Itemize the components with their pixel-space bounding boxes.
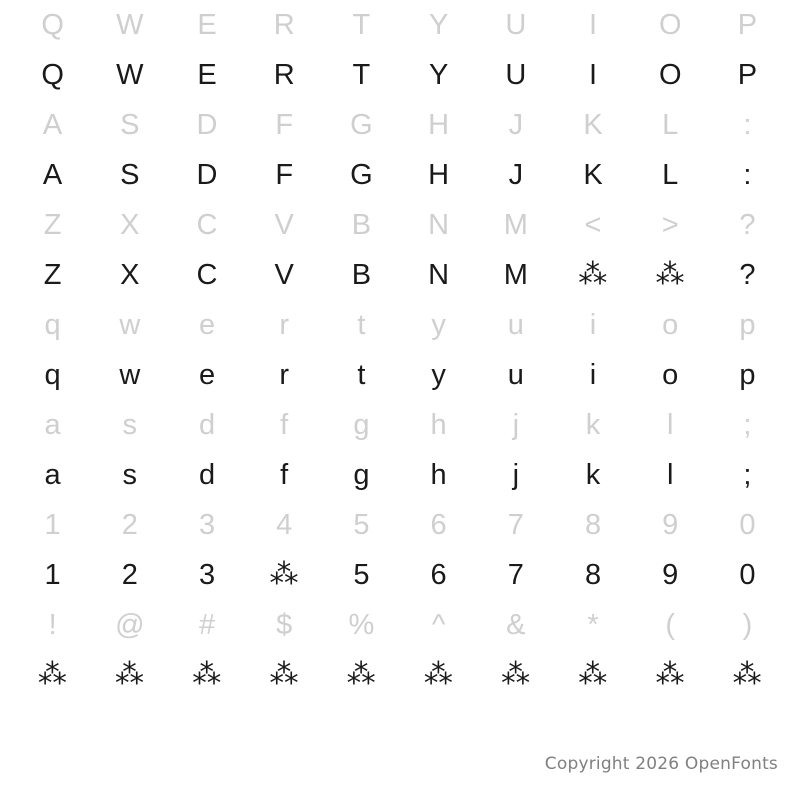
glyph-notdef: ⁂	[423, 658, 454, 691]
glyph-cell: &	[506, 608, 526, 641]
glyph-cell: a	[44, 408, 61, 441]
glyph-cell: l	[667, 408, 674, 441]
glyph-cell: H	[428, 158, 450, 191]
glyph-cell: E	[197, 58, 217, 91]
glyph-cell: t	[357, 308, 366, 341]
glyph-cell: l	[667, 458, 674, 491]
glyph-cell: <	[584, 208, 602, 241]
glyph-cell: ?	[739, 258, 756, 291]
glyph-cell: i	[589, 308, 597, 341]
glyph-cell: q	[44, 308, 61, 341]
glyph-cell: ;	[743, 408, 752, 441]
glyph-cell: X	[120, 208, 140, 241]
glyph-cell: :	[743, 158, 752, 191]
glyph-cell: T	[352, 8, 371, 41]
glyph-cell: 8	[584, 508, 602, 541]
glyph-cell: A	[42, 158, 63, 191]
glyph-cell: r	[279, 308, 290, 341]
glyph-cell: s	[122, 458, 138, 491]
glyph-cell: L	[662, 108, 679, 141]
glyph-cell: 9	[662, 508, 679, 541]
glyph-cell: P	[737, 8, 758, 41]
glyph-cell: V	[274, 208, 294, 241]
glyph-row	[14, 650, 786, 700]
glyph-notdef: ⁂	[269, 658, 299, 691]
glyph-cell: f	[280, 408, 289, 441]
glyph-cell: B	[351, 258, 372, 291]
glyph-cell: J	[508, 158, 524, 191]
glyph-cell: w	[119, 308, 141, 341]
glyph-cell: q	[44, 358, 61, 391]
glyph-cell: !	[48, 608, 57, 641]
glyph-cell: u	[507, 308, 524, 341]
glyph-cell: o	[662, 308, 679, 341]
glyph-row	[14, 300, 786, 350]
glyph-cell: N	[428, 258, 450, 291]
glyph-cell: t	[357, 358, 366, 391]
glyph-cell: 5	[353, 558, 370, 591]
glyph-cell: Z	[43, 208, 62, 241]
glyph-notdef: ⁂	[37, 658, 68, 691]
glyph-cell: 8	[584, 558, 602, 591]
glyph-cell: h	[430, 458, 447, 491]
glyph-row	[14, 200, 786, 250]
glyph-cell: J	[508, 108, 524, 141]
glyph-cell: #	[198, 608, 216, 641]
glyph-cell: 6	[430, 558, 447, 591]
glyph-cell: (	[665, 608, 676, 641]
glyph-cell: I	[588, 58, 598, 91]
glyph-cell: Q	[41, 58, 64, 91]
glyph-cell: r	[279, 358, 290, 391]
glyph-cell: G	[350, 158, 373, 191]
glyph-cell: @	[115, 608, 145, 641]
glyph-cell: j	[512, 458, 520, 491]
glyph-cell: B	[351, 208, 372, 241]
glyph-cell: U	[505, 58, 527, 91]
glyph-cell: G	[350, 108, 373, 141]
glyph-cell: Q	[41, 8, 64, 41]
glyph-cell: $	[276, 608, 293, 641]
glyph-notdef: ⁂	[655, 258, 685, 291]
glyph-cell: p	[739, 308, 756, 341]
glyph-cell: d	[198, 408, 216, 441]
glyph-cell: ?	[739, 208, 756, 241]
glyph-cell: ;	[743, 458, 752, 491]
glyph-row	[14, 150, 786, 200]
glyph-cell: d	[198, 458, 216, 491]
glyph-cell: :	[743, 108, 752, 141]
glyph-cell: C	[196, 208, 218, 241]
glyph-notdef: ⁂	[655, 658, 685, 691]
glyph-cell: 2	[121, 508, 138, 541]
glyph-cell: E	[197, 8, 217, 41]
glyph-cell: S	[120, 108, 140, 141]
glyph-notdef: ⁂	[192, 658, 222, 691]
glyph-cell: D	[196, 108, 218, 141]
glyph-row	[14, 100, 786, 150]
glyph-cell: 9	[662, 558, 679, 591]
glyph-row	[14, 350, 786, 400]
glyph-row	[14, 600, 786, 650]
glyph-cell: U	[505, 8, 527, 41]
copyright-notice: Copyright 2026 OpenFonts	[544, 754, 778, 774]
glyph-cell: N	[428, 208, 450, 241]
glyph-cell: 1	[44, 508, 61, 541]
glyph-cell: V	[274, 258, 294, 291]
glyph-row	[14, 550, 786, 600]
glyph-row	[14, 50, 786, 100]
glyph-cell: y	[431, 308, 446, 341]
glyph-row	[14, 400, 786, 450]
glyph-cell: k	[585, 408, 601, 441]
glyph-cell: H	[428, 108, 450, 141]
glyph-cell: R	[273, 8, 295, 41]
glyph-cell: R	[273, 58, 295, 91]
glyph-notdef: ⁂	[346, 658, 377, 691]
glyph-cell: 3	[198, 558, 216, 591]
glyph-cell: 0	[739, 558, 756, 591]
glyph-cell: p	[739, 358, 756, 391]
glyph-notdef: ⁂	[732, 658, 763, 691]
glyph-row	[14, 0, 786, 50]
glyph-cell: h	[430, 408, 447, 441]
glyph-cell: o	[662, 358, 679, 391]
glyph-cell: f	[280, 458, 289, 491]
glyph-cell: g	[353, 408, 370, 441]
glyph-cell: )	[742, 608, 753, 641]
glyph-cell: %	[348, 608, 375, 641]
glyph-cell: a	[44, 458, 61, 491]
glyph-cell: s	[122, 408, 138, 441]
glyph-cell: w	[119, 358, 141, 391]
glyph-cell: 4	[276, 508, 293, 541]
glyph-cell: X	[120, 258, 140, 291]
glyph-cell: j	[512, 408, 520, 441]
glyph-cell: O	[658, 58, 682, 91]
glyph-notdef: ⁂	[501, 658, 531, 691]
glyph-cell: M	[503, 208, 528, 241]
glyph-cell: K	[583, 108, 603, 141]
glyph-row	[14, 250, 786, 300]
glyph-cell: W	[116, 58, 144, 91]
glyph-notdef: ⁂	[115, 658, 145, 691]
glyph-row	[14, 500, 786, 550]
glyph-notdef: ⁂	[578, 258, 608, 291]
glyph-cell: 3	[198, 508, 216, 541]
glyph-cell: Z	[43, 258, 62, 291]
glyph-cell: F	[275, 108, 294, 141]
glyph-cell: e	[198, 308, 216, 341]
glyph-cell: C	[196, 258, 218, 291]
glyph-cell: T	[352, 58, 371, 91]
glyph-cell: L	[662, 158, 679, 191]
glyph-cell: 7	[507, 508, 524, 541]
glyph-cell: F	[275, 158, 294, 191]
glyph-cell: 0	[739, 508, 756, 541]
glyph-cell: k	[585, 458, 601, 491]
glyph-cell: u	[507, 358, 524, 391]
glyph-cell: 6	[430, 508, 447, 541]
glyph-row	[14, 450, 786, 500]
glyph-cell: e	[198, 358, 216, 391]
glyph-cell: Y	[428, 8, 449, 41]
glyph-cell: >	[661, 208, 679, 241]
glyph-cell: 5	[353, 508, 370, 541]
glyph-cell: O	[658, 8, 682, 41]
glyph-cell: M	[503, 258, 528, 291]
glyph-cell: I	[588, 8, 598, 41]
glyph-cell: y	[431, 358, 446, 391]
glyph-notdef: ⁂	[578, 658, 608, 691]
glyph-cell: 7	[507, 558, 524, 591]
glyph-cell: 2	[121, 558, 138, 591]
glyph-cell: K	[583, 158, 603, 191]
glyph-cell: Y	[428, 58, 449, 91]
glyph-cell: ^	[431, 608, 446, 641]
glyph-cell: g	[353, 458, 370, 491]
glyph-cell: i	[589, 358, 597, 391]
glyph-cell: 1	[44, 558, 61, 591]
glyph-cell: S	[120, 158, 140, 191]
glyph-cell: P	[737, 58, 758, 91]
glyph-cell: *	[587, 608, 599, 641]
glyph-notdef: ⁂	[269, 558, 299, 591]
glyph-cell: D	[196, 158, 218, 191]
glyph-cell: W	[116, 8, 144, 41]
glyph-cell: A	[42, 108, 63, 141]
